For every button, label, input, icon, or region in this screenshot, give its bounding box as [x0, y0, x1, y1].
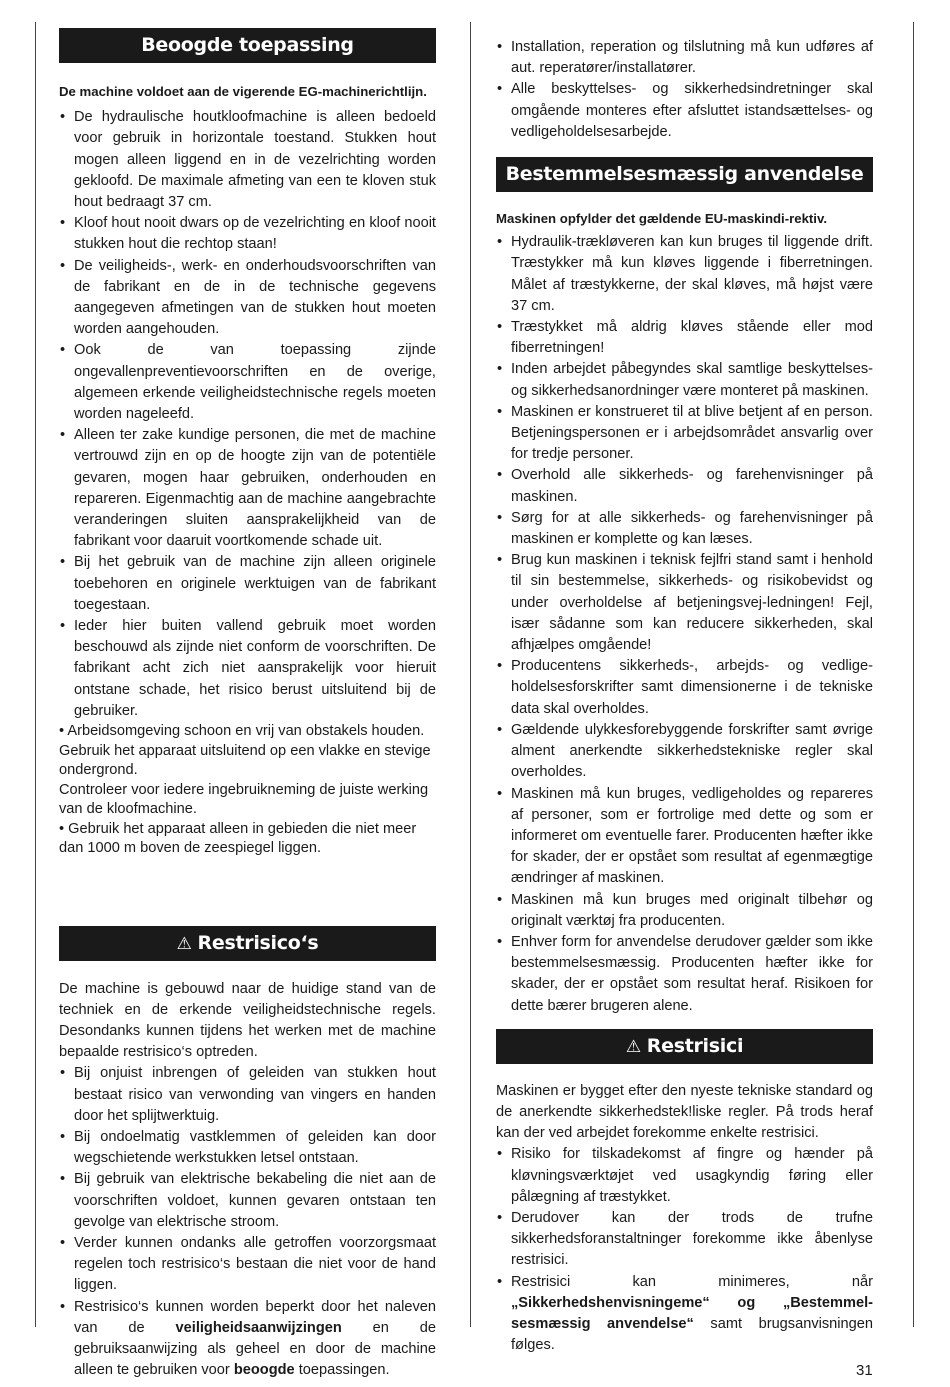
- left-column: [59, 28, 436, 1381]
- page-number: 31: [856, 1362, 873, 1379]
- note-paragraph: Controleer voor iedere ingebruikneming de juiste werking van de kloofmachine.: [59, 781, 429, 818]
- column-divider-rule: [470, 22, 471, 1327]
- warning-triangle-icon: ⚠: [625, 1036, 641, 1057]
- section-heading-residual-risks-da: [496, 1029, 873, 1064]
- list-item: • Ieder hier buiten vallend gebruik moet worden beschouwd als zijnde niet conform de voorschriften. De fabrikant acht zich niet aansprakelijk voor hieruit ontstane schade, het risico berust uitsluitend bij de gebruiker.: [59, 616, 436, 722]
- note-paragraph: • Arbeidsomgeving schoon en vrij van obstakels houden.: [59, 723, 425, 740]
- residual-risks-list-da: [496, 1144, 873, 1356]
- section-heading-intended-use: [59, 28, 436, 63]
- list-item: • Enhver form for anvendelse derudover gælder som ikke bestemmelsesmæssig. Producenten hæfter ikke for skader, der er opstået som resultat heraf. Risikoen for dette bærer brugeren alene.: [496, 932, 873, 1017]
- emphasis: veiligheidsaanwijzingen: [175, 1319, 342, 1336]
- list-item: • Overhold alle sikkerheds- og farehenvisninger på maskinen.: [496, 465, 873, 507]
- list-item: • Bij het gebruik van de machine zijn alleen originele toebehoren en originele werktuigen van de fabrikant toegestaan.: [59, 552, 436, 616]
- list-item: • Bij onjuist inbrengen of geleiden van stukken hout bestaat risico van verwonding van vingers en handen door het splijtwerktuig.: [59, 1063, 436, 1127]
- list-item: • Restrisico‘s kunnen worden beperkt door het naleven van de veiligheidsaanwijzingen en de gebruiksaanwijzing als geheel en door de machine alleen te gebruiken voor beoogde toepassingen.: [59, 1297, 436, 1382]
- intended-use-list-da: [496, 232, 873, 1017]
- list-item: • Træstykket må aldrig kløves stående eller mod fiberretningen!: [496, 317, 873, 359]
- list-item: • Bij gebruik van elektrische bekabeling die niet aan de voorschriften voldoet, kunnen gevaren ontstaan ten gevolge van elektrische stroom.: [59, 1169, 436, 1233]
- list-item: • Brug kun maskinen i teknisk fejlfri stand samt i henhold til sin bestemmelse, sikkerheds- og risikobevidst og under overholdelse af betjeningsvej-ledningen! Fejl, især sådanne som kan reducere sikkerheden, skal afhjælpes omgående!: [496, 550, 873, 656]
- list-item: • Maskinen må kun bruges med originalt tilbehør og originalt værktøj fra producenten.: [496, 890, 873, 932]
- list-item: • Bij ondoelmatig vastklemmen of geleiden kan door wegschietende werkstukken letsel ontstaan.: [59, 1127, 436, 1169]
- section-heading-intended-use-da: [496, 157, 873, 192]
- list-item: • Maskinen må kun bruges, vedligeholdes og repareres af personer, som er fortrolige med dette og som er informeret om eventuelle farer. Producenten hæfter ikke for skader, der er opstået som resultat af egenmægtige ændringer af maskinen.: [496, 784, 873, 890]
- list-item: • Alle beskyttelses- og sikkerhedsindretninger skal omgående monteres efter afsluttet istandsættelses- og vedligeholdelsesarbejde.: [496, 79, 873, 143]
- directive-statement: De machine voldoet aan de vigerende EG-machinerichtlijn.: [59, 84, 427, 99]
- list-item: • Kloof hout nooit dwars op de vezelrichting en kloof nooit stukken hout die rechtop staan!: [59, 213, 436, 255]
- list-item: • Verder kunnen ondanks alle getroffen voorzorgsmaat regelen toch restrisico‘s bestaan die niet voor de hand liggen.: [59, 1233, 436, 1297]
- list-item: • Restrisici kan minimeres, når „Sikkerhedshenvisningeme“ og „Bestemmel-sesmæssig anvendelse“ samt brugsanvisningen følges.: [496, 1272, 873, 1357]
- list-item: • Alleen ter zake kundige personen, die met de machine vertrouwd zijn en op de hoogte zijn van de potentiële gevaren, mogen haar gebruiken, onderhouden en repareren. Eigenmachtig aan de machine aangebrachte veranderingen sluiten aansprakelijkheid van de fabrikant voor daaruit voortkomende schade uit.: [59, 425, 436, 552]
- right-margin-rule: [913, 22, 914, 1327]
- section-heading-residual-risks: [59, 926, 436, 961]
- intended-use-list: [59, 107, 436, 722]
- heading-text: Bestemmelsesmæssig anvendelse: [505, 163, 864, 186]
- residual-risks-intro: De machine is gebouwd naar de huidige stand van de techniek en de erkende veiligheidstechnische regels. Desondanks kunnen tijdens het werken met de machine bepaalde restrisico‘s optreden.: [59, 980, 436, 1061]
- list-item: • De veiligheids-, werk- en onderhoudsvoorschriften van de fabrikant en de in de technische gegevens aangegeven afmetingen van de stukken hout moeten worden aangehouden.: [59, 256, 436, 341]
- list-item: • Inden arbejdet påbegyndes skal samtlige beskyttelses- og sikkerhedsanordninger være monteret på maskinen.: [496, 359, 873, 401]
- heading-text: Beoogde toepassing: [141, 34, 354, 56]
- list-item: • Derudover kan der trods de trufne sikkerhedsforanstaltninger forekomme ikke åbenlyse restrisici.: [496, 1208, 873, 1272]
- left-margin-rule: [35, 22, 36, 1327]
- emphasis: „Sikkerhedshenvisningeme“ og „Bestemmel-sesmæssig anvendelse“: [511, 1294, 873, 1332]
- right-column: [496, 28, 873, 1356]
- heading-text: Restrisici: [646, 1034, 744, 1057]
- list-item: • Gældende ulykkesforebyggende forskrifter samt øvrige alment anerkendte sikkerhedstekniske regler skal overholdes.: [496, 720, 873, 784]
- list-item: • De hydraulische houtkloofmachine is alleen bedoeld voor gebruik in horizontale toestand. Stukken hout mogen alleen liggend en in de vezelrichting worden gekloofd. De maximale afmeting van een te kloven stuk hout bedraagt 37 cm.: [59, 107, 436, 213]
- repair-notes-list: [496, 37, 873, 143]
- residual-risks-list: [59, 1063, 436, 1381]
- list-item: • Maskinen er konstrueret til at blive betjent af en person. Betjeningspersonen er i arbejdsområdet ansvarlig over for tredje personer.: [496, 402, 873, 466]
- list-item: • Ook de van toepassing zijnde ongevallenpreventievoorschriften en de overige, algemeen erkende veiligheidstechnische regels moeten worden nageleefd.: [59, 340, 436, 425]
- note-paragraph: Gebruik het apparaat uitsluitend op een vlakke en stevige ondergrond.: [59, 742, 431, 779]
- directive-statement: Maskinen opfylder det gældende EU-maskindi-rektiv.: [496, 211, 827, 227]
- list-item: • Installation, reperation og tilslutning må kun udføres af aut. reperatører/installatører.: [496, 37, 873, 79]
- heading-text: Restrisico‘s: [197, 931, 319, 954]
- list-item: • Sørg for at alle sikkerheds- og farehenvisninger på maskinen er komplette og kan læses.: [496, 508, 873, 550]
- list-item: • Hydraulik-trækløveren kan kun bruges til liggende drift. Træstykker må kun kløves liggende i fiberretningen. Målet af træstykkerne, der skal kløves, må højst være 37 cm.: [496, 232, 873, 317]
- emphasis: beoogde: [233, 1362, 295, 1379]
- residual-risks-intro-da: Maskinen er bygget efter den nyeste tekniske standard og de anerkendte sikkerhedstek!liske regler. På trods heraf kan der ved arbejdet forekomme enkelte restrisici.: [496, 1082, 873, 1142]
- note-paragraph: • Gebruik het apparaat alleen in gebieden die niet meer dan 1000 m boven de zeespiegel liggen.: [59, 820, 417, 857]
- list-item: • Risiko for tilskadekomst af fingre og hænder på kløvningsværktøjet ved usagkyndig føring eller pålægning af træstykket.: [496, 1144, 873, 1208]
- list-item: • Producentens sikkerheds-, arbejds- og vedlige-holdelsesforskrifter samt dimensionerne i de tekniske data skal overholdes.: [496, 656, 873, 720]
- warning-triangle-icon: ⚠: [176, 933, 192, 954]
